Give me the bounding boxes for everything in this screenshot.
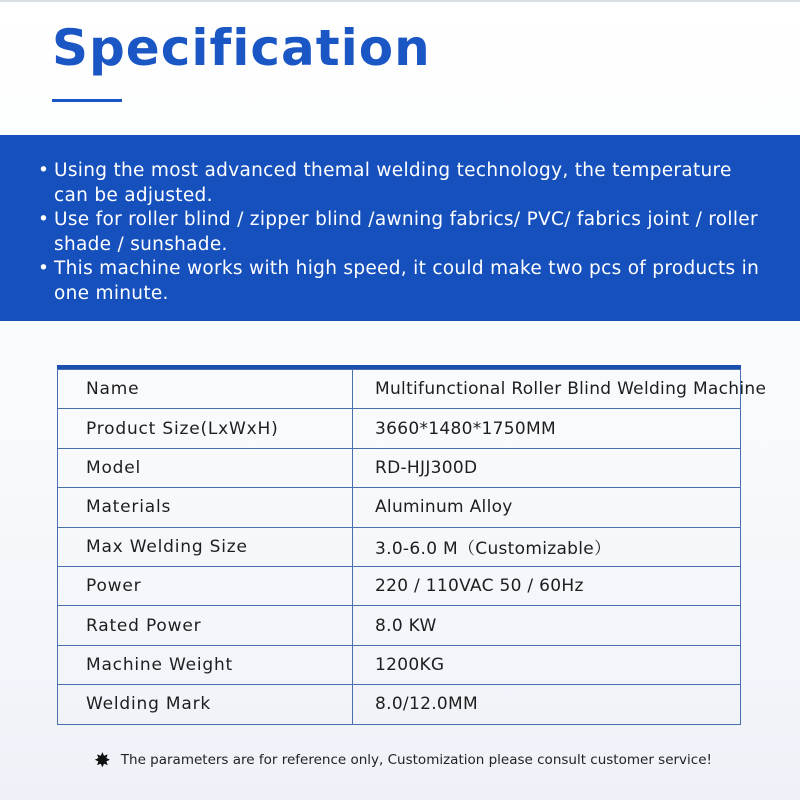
spec-value: RD-HJJ300D	[353, 448, 741, 487]
features-banner	[0, 135, 800, 321]
feature-text: Use for roller blind / zipper blind /awning fabrics/ PVC/ fabrics joint / roller shade / sunshade.	[54, 209, 758, 255]
title-underline	[52, 99, 122, 102]
bullet-icon: •	[38, 209, 50, 230]
table-row	[58, 488, 741, 527]
spec-value: Multifunctional Roller Blind Welding Machine	[353, 370, 741, 409]
footer-note	[94, 750, 712, 770]
spec-value: Aluminum Alloy	[353, 488, 741, 527]
spec-label: Name	[58, 370, 353, 409]
feature-text: Using the most advanced themal welding technology, the temperature can be adjusted.	[54, 160, 732, 206]
table-row	[58, 566, 741, 605]
spec-label: Materials	[58, 488, 353, 527]
table-row	[58, 409, 741, 448]
bullet-icon: •	[38, 160, 50, 181]
spec-table-container	[57, 365, 767, 725]
bullet-icon: •	[38, 258, 50, 279]
spec-label: Power	[58, 566, 353, 605]
feature-text: This machine works with high speed, it could make two pcs of products in one minute.	[54, 258, 760, 304]
spec-value: 3660*1480*1750MM	[353, 409, 741, 448]
feature-item	[38, 159, 770, 208]
spec-value: 8.0/12.0MM	[353, 685, 741, 724]
page-title: Specification	[52, 19, 431, 77]
top-border	[0, 0, 800, 2]
table-row	[58, 685, 741, 724]
spec-label: Product Size(LxWxH)	[58, 409, 353, 448]
table-row	[58, 527, 741, 566]
table-row	[58, 645, 741, 684]
spec-table	[57, 369, 767, 725]
footer-note-text: The parameters are for reference only, Customization please consult customer service!	[120, 752, 712, 768]
spec-label: Rated Power	[58, 606, 353, 645]
spec-label: Welding Mark	[58, 685, 353, 724]
feature-item	[38, 257, 770, 306]
spec-value: 8.0 KW	[353, 606, 741, 645]
spec-value: 220 / 110VAC 50 / 60Hz	[353, 566, 741, 605]
spec-label: Max Welding Size	[58, 527, 353, 566]
star-icon: ✸	[94, 748, 111, 772]
spec-label: Machine Weight	[58, 645, 353, 684]
feature-item	[38, 208, 770, 257]
spec-label: Model	[58, 448, 353, 487]
table-row	[58, 606, 741, 645]
table-row	[58, 370, 741, 409]
table-row	[58, 448, 741, 487]
spec-value: 3.0-6.0 M（Customizable）	[353, 527, 741, 566]
spec-value: 1200KG	[353, 645, 741, 684]
